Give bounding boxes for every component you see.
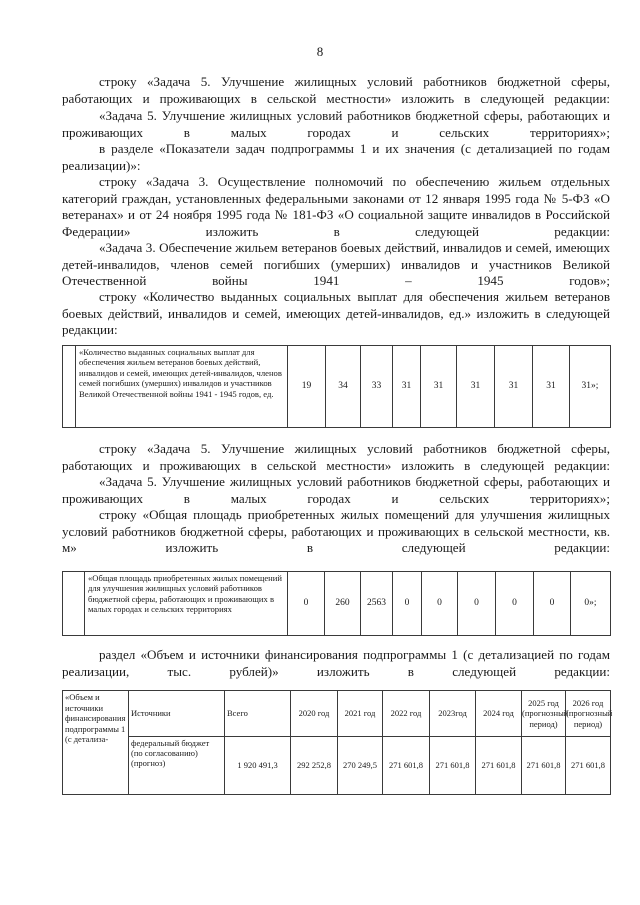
indicator-value: 0 [393, 572, 422, 636]
header-year-forecast: 2025 год (прогнозный период) [522, 691, 566, 737]
paragraph-9: строку «Общая площадь приобретенных жилых помещений для улучшения жилищных условий работников бюджетной сферы, работающих и проживающих в сельской местности, кв. м» изложить в следующей редакции: [62, 507, 610, 556]
header-total: Всего [225, 691, 291, 737]
indicator-value: 34 [326, 346, 361, 428]
paragraph-1: строку «Задача 5. Улучшение жилищных условий работников бюджетной сферы, работающих и проживающих в сельской местности» изложить в следующей редакции: [62, 74, 610, 106]
indicator-value: 0 [422, 572, 458, 636]
page-number: 8 [316, 44, 324, 59]
financing-value: 271 601,8 [430, 737, 476, 795]
header-sources: Источники [129, 691, 225, 737]
indicator-value: 0 [496, 572, 534, 636]
indicator-value: 0»; [571, 572, 611, 636]
financing-value: 271 601,8 [566, 737, 611, 795]
financing-value: 271 601,8 [476, 737, 522, 795]
indicator-value: 31 [533, 346, 570, 428]
paragraph-3: в разделе «Показатели задач подпрограммы 1 и их значения (с детализацией по годам реализации)»: [62, 141, 610, 173]
source-federal-budget: федеральный бюджет (по согласованию) (прогноз) [129, 737, 225, 795]
indicator-table-1 [62, 345, 611, 428]
paragraph-5: «Задача 3. Обеспечение жильем ветеранов боевых действий, инвалидов и семей, имеющих детей-инвалидов, членов семей погибших (умерших) инвалидов и участников Великой Отечественной войны 1941 – 1945 годов»; [62, 240, 610, 289]
header-year: 2022 год [383, 691, 430, 737]
paragraph-10: раздел «Объем и источники финансирования подпрограммы 1 (с детализацией по годам реализации, тыс. рублей)» изложить в следующей редакции: [62, 647, 610, 679]
indicator-value: 260 [325, 572, 361, 636]
header-year: 2021 год [338, 691, 383, 737]
header-year: 2020 год [291, 691, 338, 737]
header-year-forecast: 2026 год (прогнозный период) [566, 691, 611, 737]
paragraph-8: «Задача 5. Улучшение жилищных условий работников бюджетной сферы, работающих и проживающих в малых городах и сельских территориях»; [62, 474, 610, 506]
empty-cell [63, 346, 76, 428]
indicator-value: 31 [421, 346, 457, 428]
financing-value: 271 601,8 [383, 737, 430, 795]
financing-table [62, 690, 611, 795]
paragraph-2: «Задача 5. Улучшение жилищных условий работников бюджетной сферы, работающих и проживающих в малых городах и сельских территориях»; [62, 108, 610, 140]
financing-value: 271 601,8 [522, 737, 566, 795]
indicator-value: 2563 [361, 572, 393, 636]
empty-cell [63, 572, 85, 636]
header-year: 2023год [430, 691, 476, 737]
indicator-label: «Количество выданных социальных выплат для обеспечения жильем ветеранов боевых действий, инвалидов и семей, имеющих детей-инвалидов, членов семей погибших (умерших) инвалидов и участников Великой Отечественной войны 1941 - 1945 годов, ед. [76, 346, 288, 428]
financing-row-header: «Объем и источники финансирования подпрограммы 1 (с детализа- [63, 691, 129, 795]
paragraph-4: строку «Задача 3. Осуществление полномочий по обеспечению жильем отдельных категорий граждан, установленных федеральными законами от 12 января 1995 года № 5-ФЗ «О ветеранах» и от 24 ноября 1995 года № 181-ФЗ «О социальной защите инвалидов в Российской Федерации» изложить в следующей редакции: [62, 174, 610, 239]
indicator-label: «Общая площадь приобретенных жилых помещений для улучшения жилищных условий работников бюджетной сферы, работающих и проживающих в малых городах и сельских территориях [85, 572, 288, 636]
indicator-value: 19 [288, 346, 326, 428]
financing-value: 1 920 491,3 [225, 737, 291, 795]
indicator-value: 31»; [570, 346, 611, 428]
header-year: 2024 год [476, 691, 522, 737]
indicator-value: 31 [457, 346, 495, 428]
paragraph-7: строку «Задача 5. Улучшение жилищных условий работников бюджетной сферы, работающих и проживающих в сельской местности» изложить в следующей редакции: [62, 441, 610, 473]
financing-value: 270 249,5 [338, 737, 383, 795]
indicator-value: 31 [393, 346, 421, 428]
indicator-table-2 [62, 571, 611, 636]
financing-value: 292 252,8 [291, 737, 338, 795]
indicator-value: 33 [361, 346, 393, 428]
indicator-value: 0 [534, 572, 571, 636]
paragraph-6: строку «Количество выданных социальных выплат для обеспечения жильем ветеранов боевых действий, инвалидов и семей, имеющих детей-инвалидов, ед.» изложить в следующей редакции: [62, 289, 610, 338]
indicator-value: 0 [458, 572, 496, 636]
indicator-value: 31 [495, 346, 533, 428]
indicator-value: 0 [288, 572, 325, 636]
